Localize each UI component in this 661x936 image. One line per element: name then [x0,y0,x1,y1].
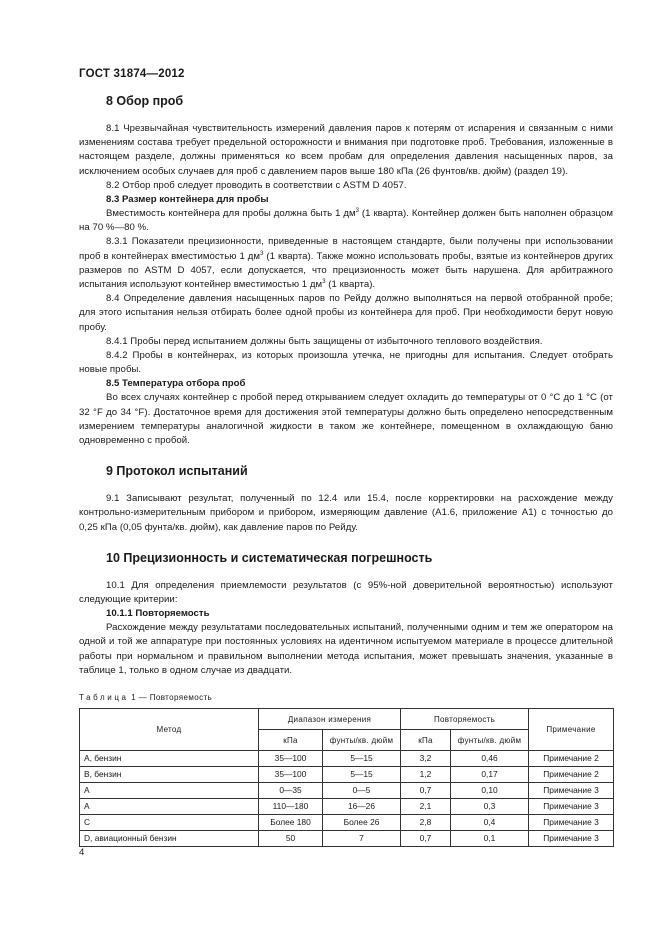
table-row [80,815,614,831]
heading-8-5: 8.5 Температура отбора проб [106,378,246,390]
cell-repeat-psi: 0,4 [451,815,529,831]
repeatability-table [79,708,614,847]
cell-range-kpa: Более 180 [259,815,323,831]
column-header-repeatability: Повторяемость [401,709,529,730]
table-row [80,767,614,783]
cell-note: Примечание 3 [529,799,614,815]
cell-range-kpa: 110—180 [259,799,323,815]
cell-repeat-kpa: 1,2 [401,767,451,783]
paragraph-8-3: Вместимость контейнера для пробы должна быть 1 $дм^3$ (1 кварта). Контейнер должен быть наполнен образцом на 70 %—80 %. [79,207,614,234]
paragraph-8-4-1: 8.4.1 Пробы перед испытанием должны быть защищены от избыточного теплового воздействия. [106,335,543,347]
cell-note: Примечание 3 [529,815,614,831]
cell-method: А [80,783,259,799]
paragraph-10-1-1: Расхождение между результатами последовательных испытаний, полученными одним и тем же оператором на одной и той же аппаратуре при постоянных условиях на идентичном испытуемом материале в процессе длительной работы при нормальном и правильном выполнении метода испытания, может превышать значения, указанные в таблице 1, только в одном случае из двадцати. [79,622,613,676]
cell-note: Примечание 2 [529,751,614,767]
column-header-note: Примечание [529,709,614,751]
paragraph-10-1: 10.1 Для определения приемлемости результатов (с 95%-ной доверительной вероятностью) используют следующие критерии: [79,579,613,606]
paragraph-8-1: 8.1 Чрезвычайная чувствительность измерений давления паров к потерям от испарения и связанным с ними изменениям состава требует предельной осторожности и внимания при подготовке проб. Требования, изложенные в настоящем разделе, должны применяться ко всем пробам для определения давления насыщенных паров, за исключением особых случаев для проб с давлением паров выше 180 кПа (26 фунтов/кв. дюйм) (раздел 19). [79,123,613,177]
paragraph-9-1: 9.1 Записывают результат, полученный по 12.4 или 15.4, после корректировки на расхождение между контрольно-измерительным прибором и прибором, измеряющим давление (А1.6, приложение А1) с точностью до 0,25 кПа (0,05 фунта/кв. дюйм), как давление паров по Рейду. [79,493,613,533]
cell-repeat-psi: 0,46 [451,751,529,767]
cell-range-kpa: 35—100 [259,767,323,783]
heading-10-1-1: 10.1.1 Повторяемость [106,608,210,620]
cell-repeat-kpa: 0,7 [401,783,451,799]
paragraph-8-2: 8.2 Отбор проб следует проводить в соответствии с ASTM D 4057. [106,179,407,191]
cell-repeat-psi: 0,10 [451,783,529,799]
cell-range-kpa: 50 [259,831,323,847]
column-header-range-psi: фунты/кв. дюйм [323,730,401,751]
column-header-range-kpa: кПа [259,730,323,751]
cell-range-psi: 5—15 [323,751,401,767]
cell-range-psi: 16—26 [323,799,401,815]
cell-method: А, бензин [80,751,259,767]
table-row [80,751,614,767]
cell-range-psi: 0—5 [323,783,401,799]
cell-method: С [80,815,259,831]
paragraph-8-4-2: 8.4.2 Пробы в контейнерах, из которых произошла утечка, не пригодны для испытания. Следует отобрать новые пробы. [79,350,613,376]
cell-note: Примечание 3 [529,783,614,799]
paragraph-8-3-1: 8.3.1 Показатели прецизионности, приведенные в настоящем стандарте, были получены при использовании проб в контейнерах вместимостью 1 $дм^3$ (1 кварта). Также можно использовать пробы, взятые из контейнеров других размеров по ASTM D 4057, если допускается, что прецизионность может быть нарушена. Для арбитражного испытания используют контейнер вместимостью 1 $дм^3$ (1 кварта). [79,236,614,291]
table-caption: Таблица 1 — Повторяемость [79,693,213,703]
cell-note: Примечание 2 [529,767,614,783]
heading-8-3: 8.3 Размер контейнера для пробы [106,194,269,206]
cell-note: Примечание 3 [529,831,614,847]
cell-method: D, авиационный бензин [80,831,259,847]
column-header-range: Диапазон измерения [259,709,401,730]
cell-range-kpa: 0—35 [259,783,323,799]
cell-repeat-kpa: 0,7 [401,831,451,847]
cell-repeat-kpa: 3,2 [401,751,451,767]
document-header: ГОСТ 31874—2012 [79,68,185,80]
cell-repeat-psi: 0,17 [451,767,529,783]
table-row [80,831,614,847]
cell-repeat-psi: 0,1 [451,831,529,847]
cell-repeat-psi: 0,3 [451,799,529,815]
section-8-title: 8 Обор проб [106,94,184,108]
section-10-title: 10 Прецизионность и систематическая погрешность [106,550,433,565]
paragraph-8-4: 8.4 Определение давления насыщенных паров по Рейду должно выполняться на первой отобранной пробе; для этого испытания нельзя отбирать более одной пробы из контейнера для проб. При необходимости берут новую пробу. [79,293,613,333]
cell-range-kpa: 35—100 [259,751,323,767]
cell-range-psi: Более 26 [323,815,401,831]
page-content [79,92,613,847]
column-header-method: Метод [80,709,259,751]
page-number: 4 [79,847,85,858]
section-9-title: 9 Протокол испытаний [106,464,248,479]
column-header-repeat-kpa: кПа [401,730,451,751]
table-row [80,783,614,799]
cell-range-psi: 5—15 [323,767,401,783]
column-header-repeat-psi: фунты/кв. дюйм [451,730,529,751]
paragraph-8-5: Во всех случаях контейнер с пробой перед открыванием следует охладить до температуры от 0 °С до 1 °С (от 32 °F до 34 °F). Достаточное время для достижения этой температуры должно быть определено непосредственным измерением температуры аналогичной жидкости в таком же контейнере, помещенном в охлаждающую баню одновременно с пробой. [79,392,613,447]
cell-method: А [80,799,259,815]
cell-repeat-kpa: 2,8 [401,815,451,831]
cell-range-psi: 7 [323,831,401,847]
cell-repeat-kpa: 2,1 [401,799,451,815]
table-row [80,799,614,815]
cell-method: В, бензин [80,767,259,783]
